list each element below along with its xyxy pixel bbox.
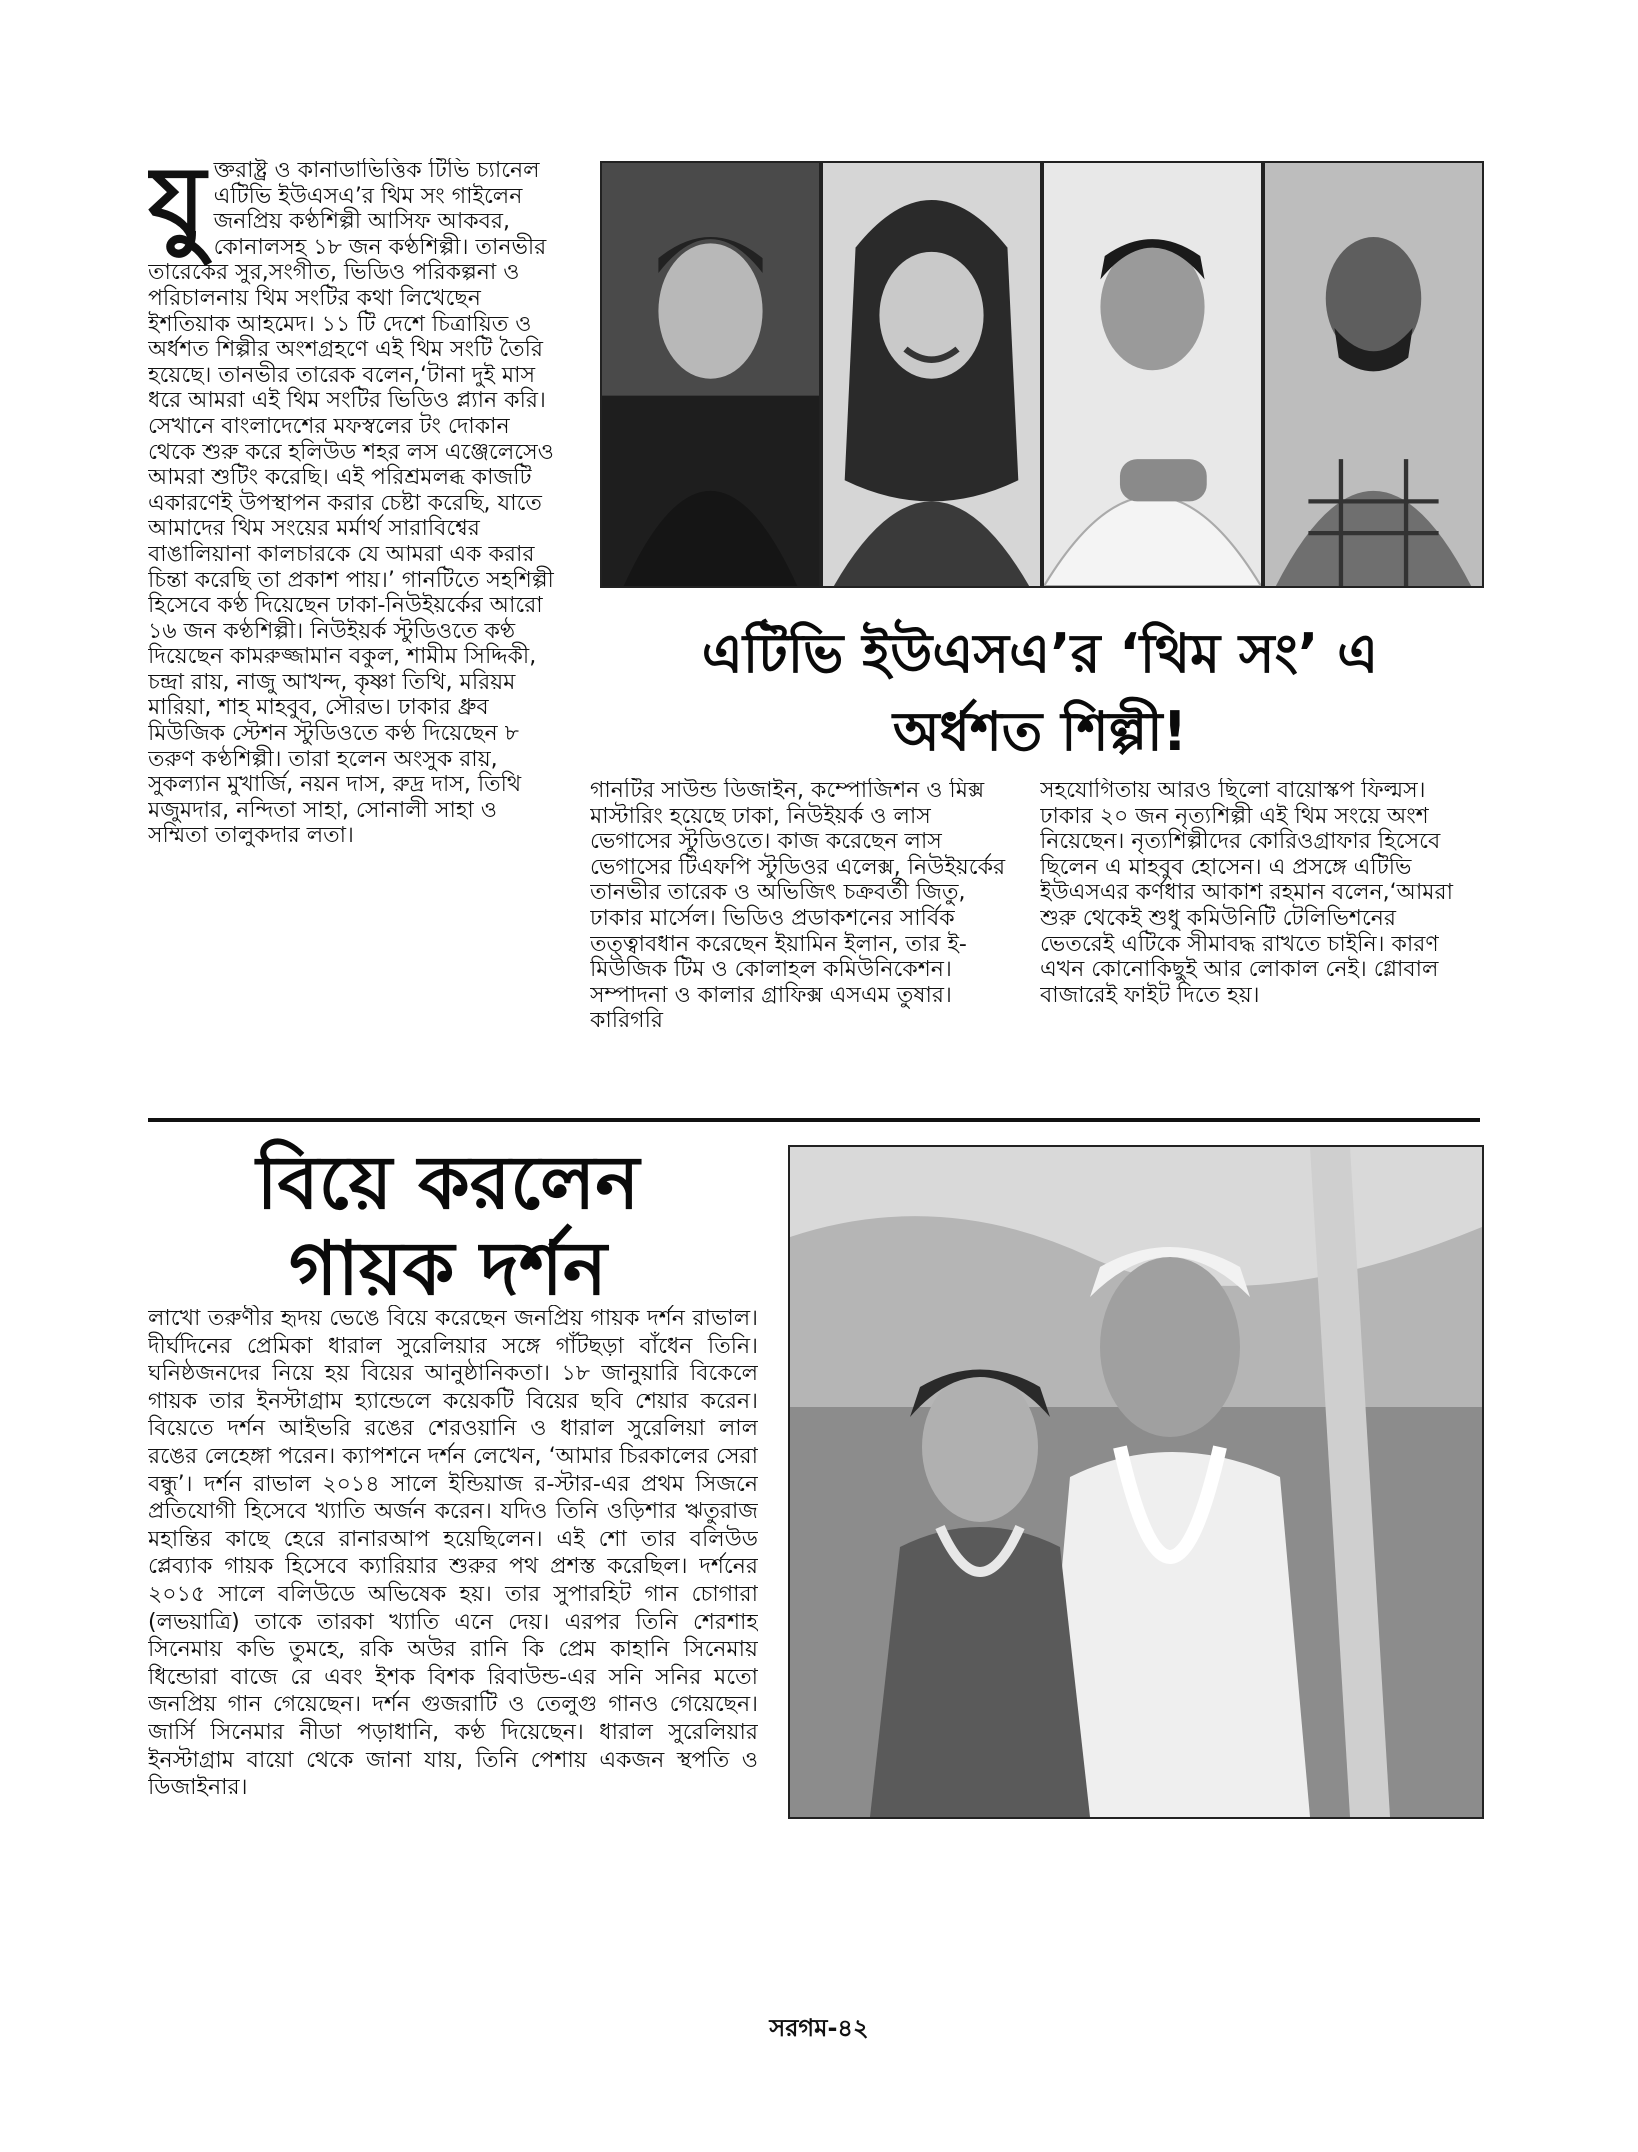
story2-headline-line-1: বিয়ে করলেন — [256, 1140, 640, 1226]
wedding-photo — [788, 1145, 1484, 1819]
page-number: সরগম-৪২ — [769, 2014, 869, 2042]
portrait-photo-3 — [1044, 163, 1261, 586]
story2-body: লাখো তরুণীর হৃদয় ভেঙে বিয়ে করেছেন জনপ্রিয় গায়ক দর্শন রাভাল। দীর্ঘদিনের প্রেমিকা ধারাল সুরেলিয়ার সঙ্গে গাঁটছড়া বাঁধেন তিনি। ঘনিষ্ঠজনদের নিয়ে হয় বিয়ের আনুষ্ঠানিকতা। ১৮ জানুয়ারি বিকেলে গায়ক তার ইনস্টাগ্রাম হ্যান্ডেলে কয়েকটি বিয়ের ছবি শেয়ার করেন। বিয়েতে দর্শন আইভরি রঙের শেরওয়ানি ও ধারাল সুরেলিয়া লাল রঙের লেহেঙ্গা পরেন। ক্যাপশনে দর্শন লেখেন, ‘আমার চিরকালের সেরা বন্ধু’। দর্শন রাভাল ২০১৪ সালে ইন্ডিয়াজ র-স্টার-এর প্রথম সিজনে প্রতিযোগী হিসেবে খ্যাতি অর্জন করেন। যদিও তিনি ওড়িশার ঋতুরাজ মহান্তির কাছে হেরে রানারআপ হয়েছিলেন। এই শো তার বলিউড প্লেব্যাক গায়ক হিসেবে ক্যারিয়ার শুরুর পথ প্রশস্ত করেছিল। দর্শনের ২০১৫ সালে বলিউডে অভিষেক হয়। তার সুপারহিট গান চোগারা (লভয়াত্রি) তাকে তারকা খ্যাতি এনে দেয়। এরপর তিনি শেরশাহ সিনেমায় কভি তুমহে, রকি অউর রানি কি প্রেম কাহানি সিনেমায় ধিন্ডোরা বাজে রে এবং ইশক বিশক রিবাউন্ড-এর সনি সনির মতো জনপ্রিয় গান গেয়েছেন। দর্শন গুজরাটি ও তেলুগু গানও গেয়েছেন। জার্সি সিনেমার নীডা পড়াধানি, কণ্ঠ দিয়েছেন। ধারাল সুরেলিয়ার ইনস্টাগ্রাম বায়ো থেকে জানা যায়, তিনি পেশায় একজন স্থপতি ও ডিজাইনার। — [148, 1306, 758, 1801]
story1-column-2: গানটির সাউন্ড ডিজাইন, কম্পোজিশন ও মিক্স মাস্টারিং হয়েছে ঢাকা, নিউইয়র্ক ও লাস ভেগাসের স্টুডিওতে। কাজ করেছেন লাস ভেগাসের টিএফপি স্টুডিওর এলেক্স, নিউইয়র্কের তানভীর তারেক ও অভিজিৎ চক্রবর্তী জিতু, ঢাকার মার্সেল। ভিডিও প্রডাকশনের সার্বিক তত্ত্বাবধান করেছেন ইয়ামিন ইলান, তার ই-মিউজিক টিম ও কোলাহল কমিউনিকেশন। সম্পাদনা ও কালার গ্রাফিক্স এসএম তুষার। কারিগরি — [590, 778, 1006, 1034]
section-divider — [148, 1118, 1480, 1122]
drop-cap: যু — [148, 158, 206, 261]
story2-headline — [148, 1140, 748, 1312]
story1-headline-line-1: এটিভি ইউএসএ’র ‘থিম সং’ এ — [701, 622, 1379, 685]
portrait-photo-1 — [602, 163, 819, 586]
portrait-photo-2 — [823, 163, 1040, 586]
story1-column-1 — [148, 158, 564, 1094]
story1-headline — [600, 615, 1480, 771]
story1-column-3: সহযোগিতায় আরও ছিলো বায়োস্কপ ফিল্মস। ঢাকার ২০ জন নৃত্যশিল্পী এই থিম সংয়ে অংশ নিয়েছেন। নৃত্যশিল্পীদের কোরিওগ্রাফার হিসেবে ছিলেন এ মাহবুব হোসেন। এ প্রসঙ্গে এটিভি ইউএসএর কর্ণধার আকাশ রহমান বলেন,‘আমরা শুরু থেকেই শুধু কমিউনিটি টেলিভিশনের ভেতরেই এটিকে সীমাবদ্ধ রাখতে চাইনি। কারণ এখন কোনোকিছুই আর লোকাল নেই। গ্লোবাল বাজারেই ফাইট দিতে হয়। — [1040, 778, 1453, 1008]
portrait-photo-4 — [1265, 163, 1482, 586]
story1-headline-line-2: অর্ধশত শিল্পী! — [892, 700, 1188, 763]
story2-headline-line-2: গায়ক দর্শন — [289, 1226, 607, 1312]
story1-column-1-text: ক্তরাষ্ট্র ও কানাডাভিত্তিক টিভি চ্যানেল এটিভি ইউএসএ’র থিম সং গাইলেন জনপ্রিয় কণ্ঠশিল্পী আসিফ আকবর, কোনালসহ ১৮ জন কণ্ঠশিল্পী। তানভীর তারেকের সুর,সংগীত, ভিডিও পরিকল্পনা ও পরিচালনায় থিম সংটির কথা লিখেছেন ইশতিয়াক আহমেদ। ১১ টি দেশে চিত্রায়িত ও অর্ধশত শিল্পীর অংশগ্রহণে এই থিম সংটি তৈরি হয়েছে। তানভীর তারেক বলেন,‘টানা দুই মাস ধরে আমরা এই থিম সংটির ভিডিও প্ল্যান করি। সেখানে বাংলাদেশের মফস্বলের টং দোকান থেকে শুরু করে হলিউড শহর লস এঞ্জেলেসেও আমরা শুটিং করেছি। এই পরিশ্রমলব্ধ কাজটি একারণেই উপস্থাপন করার চেষ্টা করেছি, যাতে আমাদের থিম সংয়ের মর্মার্থ সারাবিশ্বের বাঙালিয়ানা কালচারকে যে আমরা এক করার চিন্তা করেছি তা প্রকাশ পায়।’ গানটিতে সহশিল্পী হিসেবে কণ্ঠ দিয়েছেন ঢাকা-নিউইয়র্কের আরো ১৬ জন কণ্ঠশিল্পী। নিউইয়র্ক স্টুডিওতে কণ্ঠ দিয়েছেন কামরুজ্জামান বকুল, শামীম সিদ্দিকী, চন্দ্রা রায়, নাজু আখন্দ, কৃষ্ণা তিথি, মরিয়ম মারিয়া, শাহ মাহবুব, সৌরভ। ঢাকার ধ্রুব মিউজিক স্টেশন স্টুডিওতে কণ্ঠ দিয়েছেন ৮ তরুণ কণ্ঠশিল্পী। তারা হলেন অংসুক রায়, সুকল্যান মুখার্জি, নয়ন দাস, রুদ্র দাস, তিথি মজুমদার, নন্দিতা সাহা, সোনালী সাহা ও সম্মিতা তালুকদার লতা। — [148, 158, 554, 849]
portrait-strip — [600, 161, 1484, 588]
